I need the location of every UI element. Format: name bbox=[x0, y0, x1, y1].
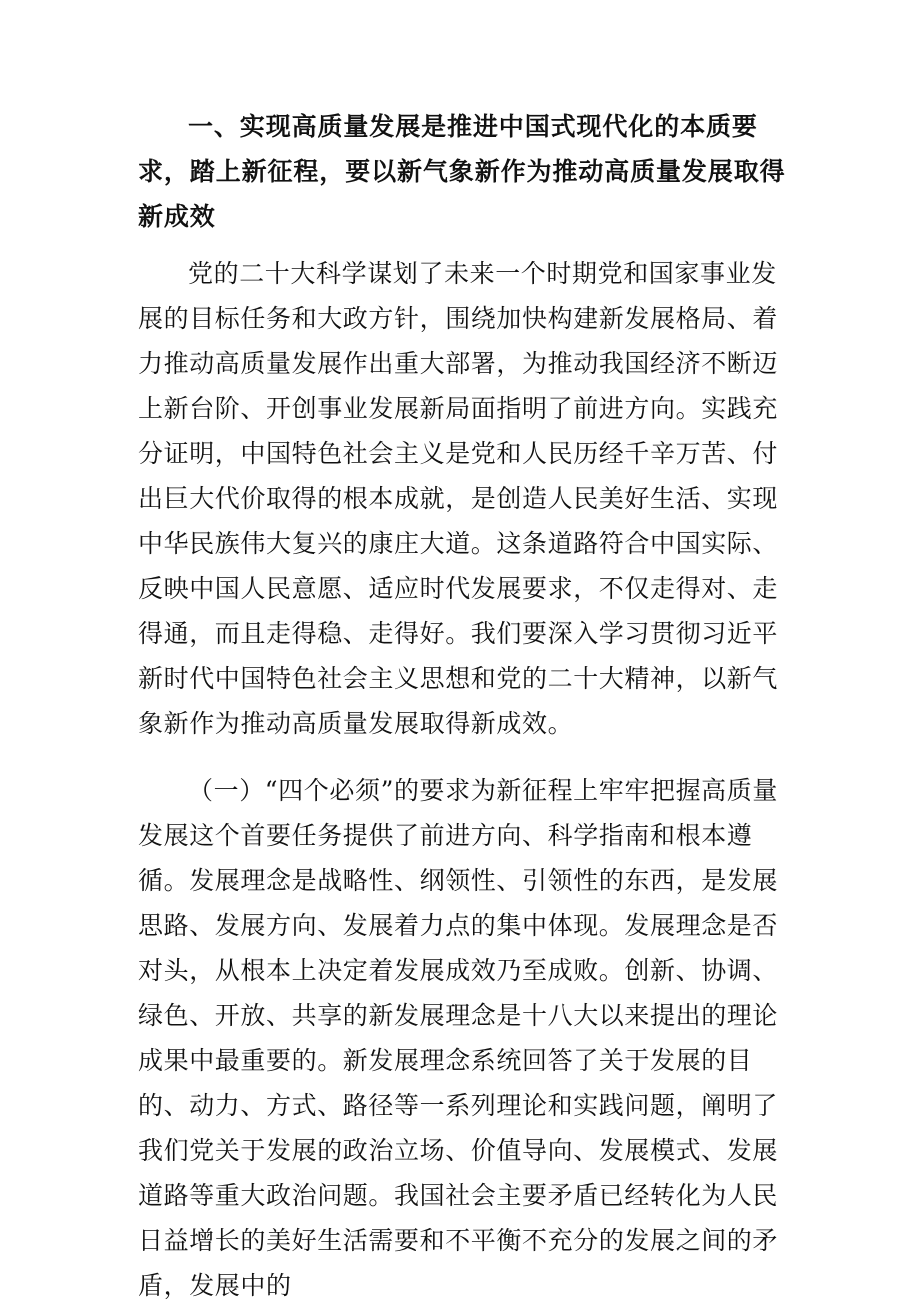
document-body bbox=[138, 104, 786, 1308]
section-heading: 一、实现高质量发展是推进中国式现代化的本质要求，踏上新征程，要以新气象新作为推动高质量发展取得新成效 bbox=[138, 112, 786, 231]
body-paragraph-1: 党的二十大科学谋划了未来一个时期党和国家事业发展的目标任务和大政方针，围绕加快构建新发展格局、着力推动高质量发展作出重大部署，为推动我国经济不断迈上新台阶、开创事业发展新局面指明了前进方向。实践充分证明，中国特色社会主义是党和人民历经千辛万苦、付出巨大代价取得的根本成就，是创造人民美好生活、实现中华民族伟大复兴的康庄大道。这条道路符合中国实际、反映中国人民意愿、适应时代发展要求，不仅走得对、走得通，而且走得稳、走得好。我们要深入学习贯彻习近平新时代中国特色社会主义思想和党的二十大精神，以新气象新作为推动高质量发展取得新成效。 bbox=[138, 259, 779, 738]
body-paragraph-2: （一）“四个必须”的要求为新征程上牢牢把握高质量发展这个首要任务提供了前进方向、科学指南和根本遵循。发展理念是战略性、纲领性、引领性的东西，是发展思路、发展方向、发展着力点的集中体现。发展理念是否对头，从根本上决定着发展成效乃至成败。创新、协调、绿色、开放、共享的新发展理念是十八大以来提出的理论成果中最重要的。新发展理念系统回答了关于发展的目的、动力、方式、路径等一系列理论和实践问题，阐明了我们党关于发展的政治立场、价值导向、发展模式、发展道路等重大政治问题。我国社会主要矛盾已经转化为人民日益增长的美好生活需要和不平衡不充分的发展之间的矛盾，发展中的 bbox=[138, 776, 779, 1300]
